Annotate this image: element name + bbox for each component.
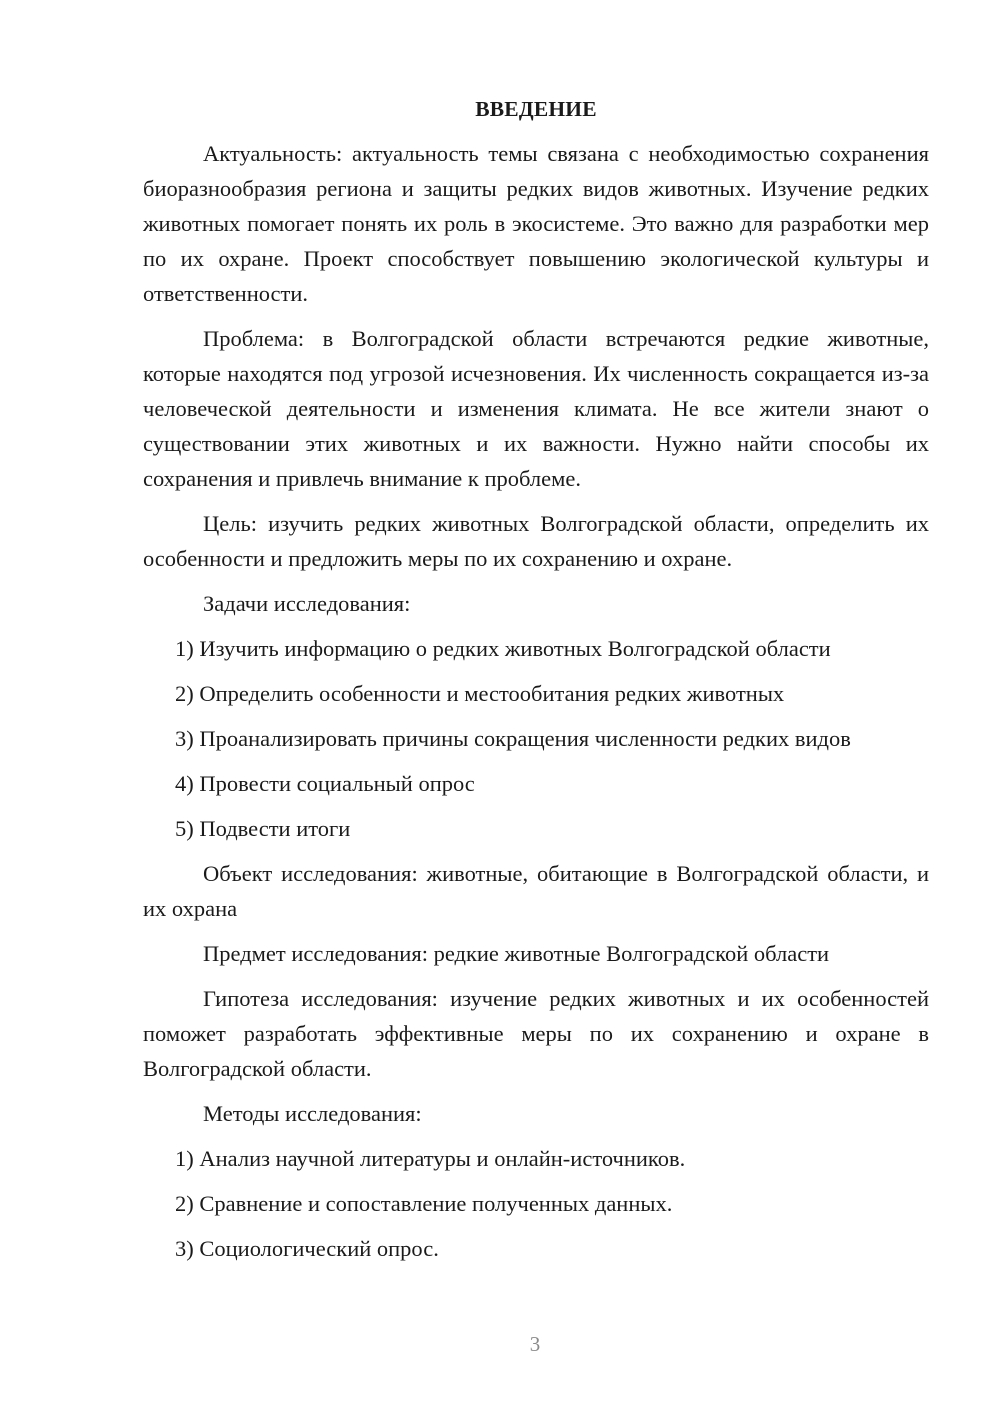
- problem-paragraph: Проблема: в Волгоградской области встречаются редкие животные, которые находятся под угрозой исчезновения. Их численность сокращается из-за человеческой деятельности и изменения климата. Не все жители знают о существовании этих животных и их важности. Нужно найти способы их сохранения и привлечь внимание к проблеме.: [143, 326, 929, 491]
- method-item: 3) Социологический опрос.: [175, 1236, 439, 1261]
- methods-heading: Методы исследования:: [203, 1101, 422, 1126]
- relevance-paragraph: Актуальность: актуальность темы связана с необходимостью сохранения биоразнообразия региона и защиты редких видов животных. Изучение редких животных помогает понять их роль в экосистеме. Это важно для разработки мер по их охране. Проект способствует повышению экологической культуры и ответственности.: [143, 141, 929, 306]
- page-content: [143, 92, 929, 1276]
- goal-paragraph: Цель: изучить редких животных Волгоградской области, определить их особенности и предложить меры по их сохранению и охране.: [143, 511, 929, 571]
- object-paragraph: Объект исследования: животные, обитающие в Волгоградской области, и их охрана: [143, 861, 929, 921]
- tasks-heading: Задачи исследования:: [203, 591, 411, 616]
- method-item: 2) Сравнение и сопоставление полученных данных.: [175, 1191, 673, 1216]
- task-item: 1) Изучить информацию о редких животных Волгоградской области: [175, 636, 831, 661]
- page-number: 3: [529, 1332, 541, 1356]
- task-item: 5) Подвести итоги: [175, 816, 351, 841]
- task-item: 2) Определить особенности и местообитания редких животных: [175, 681, 785, 706]
- task-item: 3) Проанализировать причины сокращения численности редких видов: [175, 726, 851, 751]
- method-item: 1) Анализ научной литературы и онлайн-источников.: [175, 1146, 686, 1171]
- methods-list: [143, 1141, 929, 1266]
- tasks-list: [143, 631, 929, 846]
- page-title: ВВЕДЕНИЕ: [475, 97, 597, 121]
- task-item: 4) Провести социальный опрос: [175, 771, 475, 796]
- subject-paragraph: Предмет исследования: редкие животные Волгоградской области: [203, 941, 830, 966]
- hypothesis-paragraph: Гипотеза исследования: изучение редких животных и их особенностей поможет разработать эффективные меры по их сохранению и охране в Волгоградской области.: [143, 986, 929, 1081]
